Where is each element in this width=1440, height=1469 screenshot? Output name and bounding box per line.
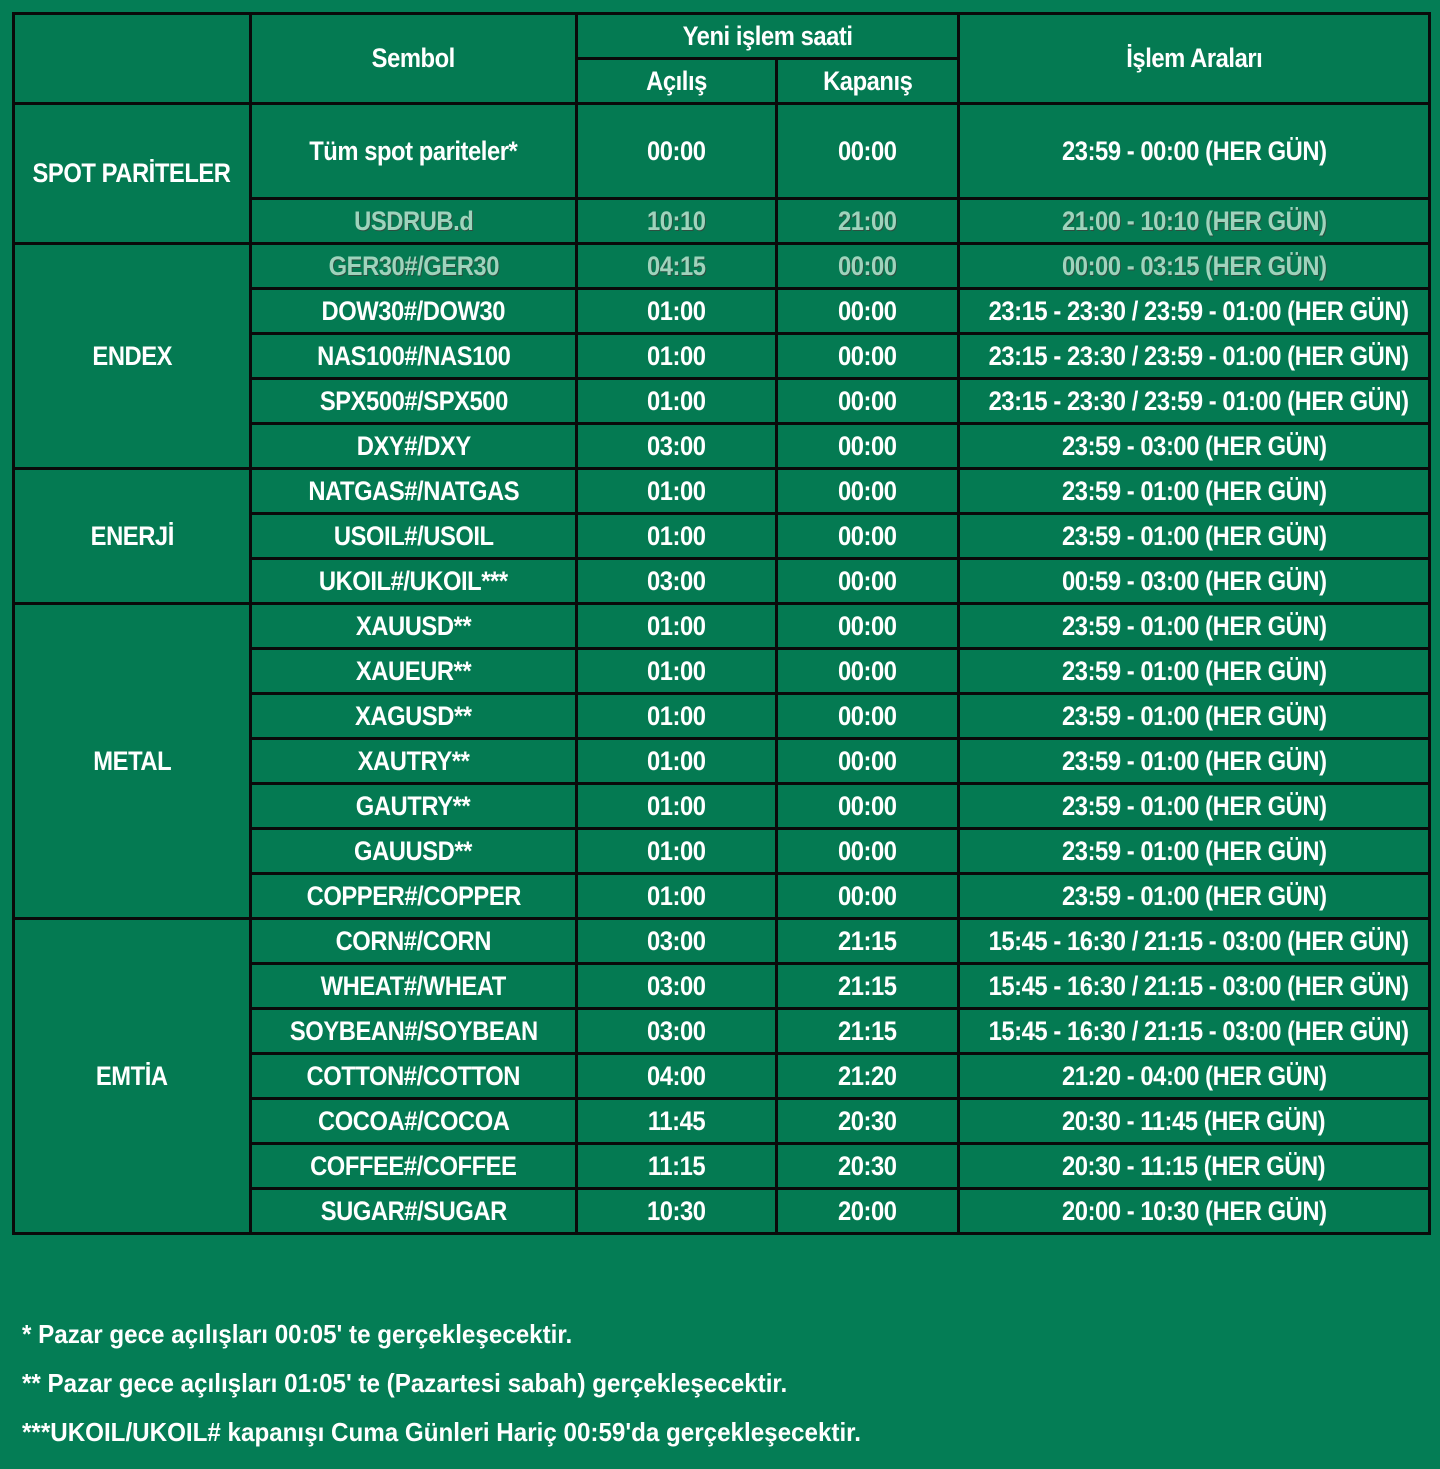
symbol-cell: SOYBEAN#/SOYBEAN <box>251 1009 577 1054</box>
symbol-cell: DXY#/DXY <box>251 424 577 469</box>
close-time-cell: 00:00 <box>777 514 959 559</box>
breaks-cell: 20:30 - 11:15 (HER GÜN) <box>959 1144 1430 1189</box>
close-time-cell: 00:00 <box>777 469 959 514</box>
category-cell <box>14 104 251 244</box>
close-time-cell: 21:15 <box>777 964 959 1009</box>
close-time-cell: 00:00 <box>777 379 959 424</box>
open-time-cell: 03:00 <box>577 559 777 604</box>
trading-hours-table <box>12 12 1431 1235</box>
breaks-cell: 15:45 - 16:30 / 21:15 - 03:00 (HER GÜN) <box>959 1009 1430 1054</box>
open-time-cell: 01:00 <box>577 874 777 919</box>
open-time-cell: 10:10 <box>577 199 777 244</box>
table-header <box>14 14 1430 104</box>
open-time-cell: 01:00 <box>577 334 777 379</box>
category-cell <box>14 469 251 604</box>
open-time-cell: 01:00 <box>577 649 777 694</box>
close-time-cell: 00:00 <box>777 559 959 604</box>
open-time-cell: 01:00 <box>577 739 777 784</box>
breaks-cell: 23:59 - 00:00 (HER GÜN) <box>959 104 1430 199</box>
symbol-cell: COCOA#/COCOA <box>251 1099 577 1144</box>
breaks-cell: 23:59 - 01:00 (HER GÜN) <box>959 694 1430 739</box>
breaks-cell: 00:59 - 03:00 (HER GÜN) <box>959 559 1430 604</box>
breaks-cell: 23:59 - 01:00 (HER GÜN) <box>959 649 1430 694</box>
breaks-cell: 23:59 - 01:00 (HER GÜN) <box>959 784 1430 829</box>
breaks-cell: 23:59 - 01:00 (HER GÜN) <box>959 604 1430 649</box>
breaks-cell: 23:15 - 23:30 / 23:59 - 01:00 (HER GÜN) <box>959 289 1430 334</box>
header-category-blank <box>14 14 251 104</box>
table-row <box>14 919 1430 964</box>
symbol-cell: USOIL#/USOIL <box>251 514 577 559</box>
close-time-cell: 21:15 <box>777 919 959 964</box>
breaks-cell: 20:30 - 11:45 (HER GÜN) <box>959 1099 1430 1144</box>
open-time-cell: 01:00 <box>577 829 777 874</box>
symbol-cell: XAGUSD** <box>251 694 577 739</box>
close-time-cell: 00:00 <box>777 739 959 784</box>
symbol-cell: DOW30#/DOW30 <box>251 289 577 334</box>
open-time-cell: 04:15 <box>577 244 777 289</box>
breaks-cell: 23:15 - 23:30 / 23:59 - 01:00 (HER GÜN) <box>959 379 1430 424</box>
category-label: METAL <box>93 745 171 776</box>
table-body <box>14 104 1430 1234</box>
open-time-cell: 11:15 <box>577 1144 777 1189</box>
breaks-cell: 23:59 - 01:00 (HER GÜN) <box>959 469 1430 514</box>
open-time-cell: 03:00 <box>577 919 777 964</box>
open-time-cell: 01:00 <box>577 604 777 649</box>
close-time-cell: 00:00 <box>777 244 959 289</box>
close-time-cell: 21:00 <box>777 199 959 244</box>
breaks-cell: 23:15 - 23:30 / 23:59 - 01:00 (HER GÜN) <box>959 334 1430 379</box>
open-time-cell: 10:30 <box>577 1189 777 1234</box>
close-time-cell: 21:20 <box>777 1054 959 1099</box>
symbol-cell: XAUUSD** <box>251 604 577 649</box>
open-time-cell: 04:00 <box>577 1054 777 1099</box>
open-time-cell: 01:00 <box>577 379 777 424</box>
close-time-cell: 00:00 <box>777 874 959 919</box>
close-time-cell: 00:00 <box>777 784 959 829</box>
symbol-cell: COTTON#/COTTON <box>251 1054 577 1099</box>
footnote-2: ** Pazar gece açılışları 01:05' te (Pazartesi sabah) gerçekleşecektir. <box>22 1368 788 1398</box>
open-time-cell: 01:00 <box>577 694 777 739</box>
symbol-cell: GAUTRY** <box>251 784 577 829</box>
close-time-cell: 00:00 <box>777 694 959 739</box>
category-label: ENDEX <box>92 340 172 371</box>
symbol-cell: GAUUSD** <box>251 829 577 874</box>
table-row <box>14 604 1430 649</box>
category-label: EMTİA <box>96 1060 168 1091</box>
footnotes <box>22 1318 924 1465</box>
open-time-cell: 01:00 <box>577 289 777 334</box>
symbol-cell: Tüm spot pariteler* <box>251 104 577 199</box>
breaks-cell: 20:00 - 10:30 (HER GÜN) <box>959 1189 1430 1234</box>
symbol-cell: COPPER#/COPPER <box>251 874 577 919</box>
breaks-cell: 21:20 - 04:00 (HER GÜN) <box>959 1054 1430 1099</box>
category-cell <box>14 604 251 919</box>
close-time-cell: 20:30 <box>777 1099 959 1144</box>
close-time-cell: 21:15 <box>777 1009 959 1054</box>
symbol-cell: NAS100#/NAS100 <box>251 334 577 379</box>
symbol-cell: SUGAR#/SUGAR <box>251 1189 577 1234</box>
header-breaks: İşlem Araları <box>959 14 1430 104</box>
footnote-1: * Pazar gece açılışları 00:05' te gerçekleşecektir. <box>22 1319 573 1349</box>
symbol-cell: CORN#/CORN <box>251 919 577 964</box>
breaks-cell: 00:00 - 03:15 (HER GÜN) <box>959 244 1430 289</box>
header-close: Kapanış <box>777 59 959 104</box>
symbol-cell: SPX500#/SPX500 <box>251 379 577 424</box>
open-time-cell: 03:00 <box>577 964 777 1009</box>
breaks-cell: 23:59 - 01:00 (HER GÜN) <box>959 829 1430 874</box>
open-time-cell: 00:00 <box>577 104 777 199</box>
table-row <box>14 104 1430 199</box>
symbol-cell: COFFEE#/COFFEE <box>251 1144 577 1189</box>
breaks-cell: 23:59 - 01:00 (HER GÜN) <box>959 874 1430 919</box>
symbol-cell: XAUEUR** <box>251 649 577 694</box>
header-open: Açılış <box>577 59 777 104</box>
table-row <box>14 469 1430 514</box>
breaks-cell: 15:45 - 16:30 / 21:15 - 03:00 (HER GÜN) <box>959 919 1430 964</box>
breaks-cell: 15:45 - 16:30 / 21:15 - 03:00 (HER GÜN) <box>959 964 1430 1009</box>
category-label: ENERJİ <box>90 520 174 551</box>
symbol-cell: GER30#/GER30 <box>251 244 577 289</box>
close-time-cell: 00:00 <box>777 334 959 379</box>
close-time-cell: 00:00 <box>777 649 959 694</box>
category-cell <box>14 919 251 1234</box>
open-time-cell: 01:00 <box>577 784 777 829</box>
close-time-cell: 00:00 <box>777 829 959 874</box>
table-row <box>14 244 1430 289</box>
header-new-hours: Yeni işlem saati <box>577 14 959 59</box>
symbol-cell: WHEAT#/WHEAT <box>251 964 577 1009</box>
open-time-cell: 11:45 <box>577 1099 777 1144</box>
category-cell <box>14 244 251 469</box>
breaks-cell: 21:00 - 10:10 (HER GÜN) <box>959 199 1430 244</box>
close-time-cell: 00:00 <box>777 424 959 469</box>
breaks-cell: 23:59 - 01:00 (HER GÜN) <box>959 514 1430 559</box>
header-symbol: Sembol <box>251 14 577 104</box>
open-time-cell: 03:00 <box>577 424 777 469</box>
symbol-cell: UKOIL#/UKOIL*** <box>251 559 577 604</box>
close-time-cell: 00:00 <box>777 104 959 199</box>
symbol-cell: USDRUB.d <box>251 199 577 244</box>
category-label: SPOT PARİTELER <box>32 158 232 188</box>
open-time-cell: 01:00 <box>577 514 777 559</box>
symbol-cell: NATGAS#/NATGAS <box>251 469 577 514</box>
close-time-cell: 00:00 <box>777 289 959 334</box>
close-time-cell: 20:30 <box>777 1144 959 1189</box>
footnote-3: ***UKOIL/UKOIL# kapanışı Cuma Günleri Hariç 00:59'da gerçekleşecektir. <box>22 1417 861 1447</box>
breaks-cell: 23:59 - 01:00 (HER GÜN) <box>959 739 1430 784</box>
open-time-cell: 03:00 <box>577 1009 777 1054</box>
open-time-cell: 01:00 <box>577 469 777 514</box>
close-time-cell: 20:00 <box>777 1189 959 1234</box>
breaks-cell: 23:59 - 03:00 (HER GÜN) <box>959 424 1430 469</box>
close-time-cell: 00:00 <box>777 604 959 649</box>
symbol-cell: XAUTRY** <box>251 739 577 784</box>
